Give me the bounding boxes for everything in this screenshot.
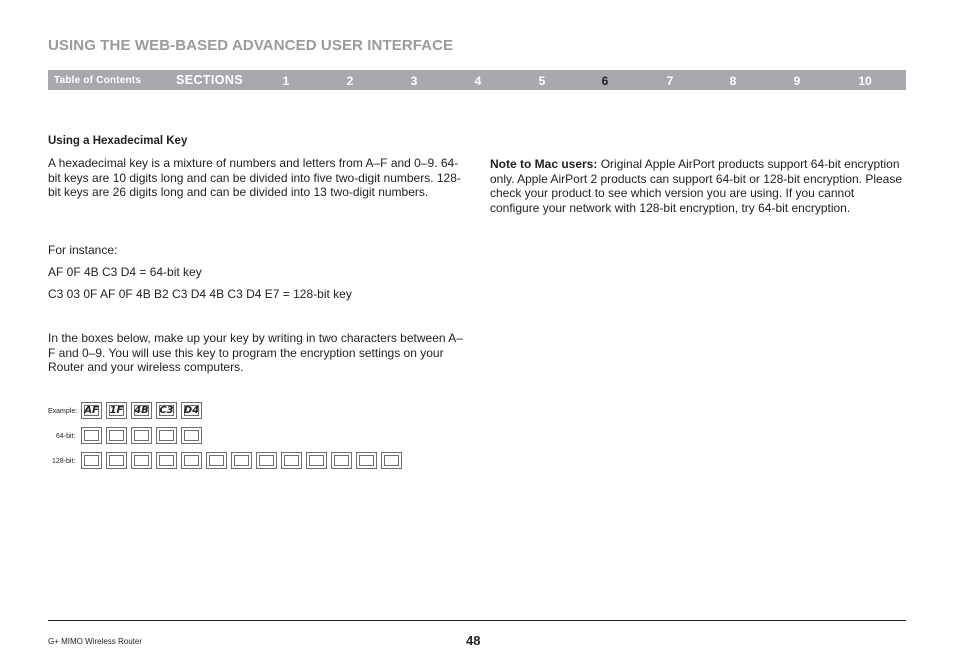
key-input-box-128[interactable] xyxy=(306,452,327,469)
example-128-bit: C3 03 0F AF 0F 4B B2 C3 D4 4B C3 D4 E7 = 128-bit key xyxy=(48,287,352,301)
section-subheading: Using a Hexadecimal Key xyxy=(48,135,188,147)
section-link-4[interactable]: 4 xyxy=(474,74,482,88)
128-bit-row-label: 128-bit: xyxy=(52,458,76,465)
example-key-box: D4 xyxy=(181,402,202,419)
section-link-9[interactable]: 9 xyxy=(793,74,801,88)
key-input-box-128[interactable] xyxy=(281,452,302,469)
section-link-8[interactable]: 8 xyxy=(729,74,737,88)
page-number: 48 xyxy=(466,633,481,648)
left-column xyxy=(48,134,468,374)
section-link-6[interactable]: 6 xyxy=(601,74,609,88)
key-input-box-64[interactable] xyxy=(81,427,102,444)
example-key-box: C3 xyxy=(156,402,177,419)
example-64-bit: AF 0F 4B C3 D4 = 64-bit key xyxy=(48,265,202,279)
64-bit-row-label: 64-bit: xyxy=(56,433,76,440)
section-link-7[interactable]: 7 xyxy=(666,74,674,88)
table-of-contents-link[interactable]: Table of Contents xyxy=(54,75,142,86)
key-input-box-128[interactable] xyxy=(156,452,177,469)
for-instance-text: For instance: xyxy=(48,243,118,257)
footer-divider xyxy=(48,620,906,621)
right-column xyxy=(490,157,906,215)
key-input-box-128[interactable] xyxy=(231,452,252,469)
hex-key-intro: A hexadecimal key is a mixture of numbers and letters from A–F and 0–9. 64-bit keys are 10 digits long and can be divided into five two-digit numbers. 128-bit keys are 26 digits long and can be divided into 13 two-digit numbers. xyxy=(48,156,461,199)
example-row-label: Example: xyxy=(48,408,78,415)
example-key-box: 1F xyxy=(106,402,127,419)
key-input-box-128[interactable] xyxy=(356,452,377,469)
example-key-box: AF xyxy=(81,402,102,419)
sections-label: SECTIONS xyxy=(176,73,244,87)
key-input-box-128[interactable] xyxy=(181,452,202,469)
key-input-box-64[interactable] xyxy=(131,427,152,444)
key-input-box-64[interactable] xyxy=(181,427,202,444)
section-link-3[interactable]: 3 xyxy=(410,74,418,88)
example-key-box: 4B xyxy=(131,402,152,419)
key-input-box-128[interactable] xyxy=(256,452,277,469)
key-input-box-64[interactable] xyxy=(156,427,177,444)
page-header-title: USING THE WEB-BASED ADVANCED USER INTERFACE xyxy=(48,37,454,54)
section-link-5[interactable]: 5 xyxy=(538,74,546,88)
key-input-box-128[interactable] xyxy=(331,452,352,469)
key-input-box-128[interactable] xyxy=(381,452,402,469)
footer-product-name: G+ MIMO Wireless Router xyxy=(48,637,143,646)
section-link-10[interactable]: 10 xyxy=(858,74,872,88)
key-input-box-128[interactable] xyxy=(206,452,227,469)
mac-note-text: Original Apple AirPort products support 64-bit encryption only. Apple AirPort 2 products can support 64-bit or 128-bit encryption. Please check your product to see which version you are using. If you cannot configure your network with 128-bit encryption, try 64-bit encryption. xyxy=(490,157,903,215)
key-input-box-128[interactable] xyxy=(131,452,152,469)
key-input-box-128[interactable] xyxy=(106,452,127,469)
section-link-1[interactable]: 1 xyxy=(282,74,290,88)
section-navbar xyxy=(48,70,906,90)
key-input-box-128[interactable] xyxy=(81,452,102,469)
mac-note-label: Note to Mac users: xyxy=(490,157,598,171)
boxes-instructions: In the boxes below, make up your key by writing in two characters between A–F and 0–9. You will use this key to program the encryption settings on your Router and your wireless computers. xyxy=(48,331,463,374)
key-input-box-64[interactable] xyxy=(106,427,127,444)
section-link-2[interactable]: 2 xyxy=(346,74,354,88)
